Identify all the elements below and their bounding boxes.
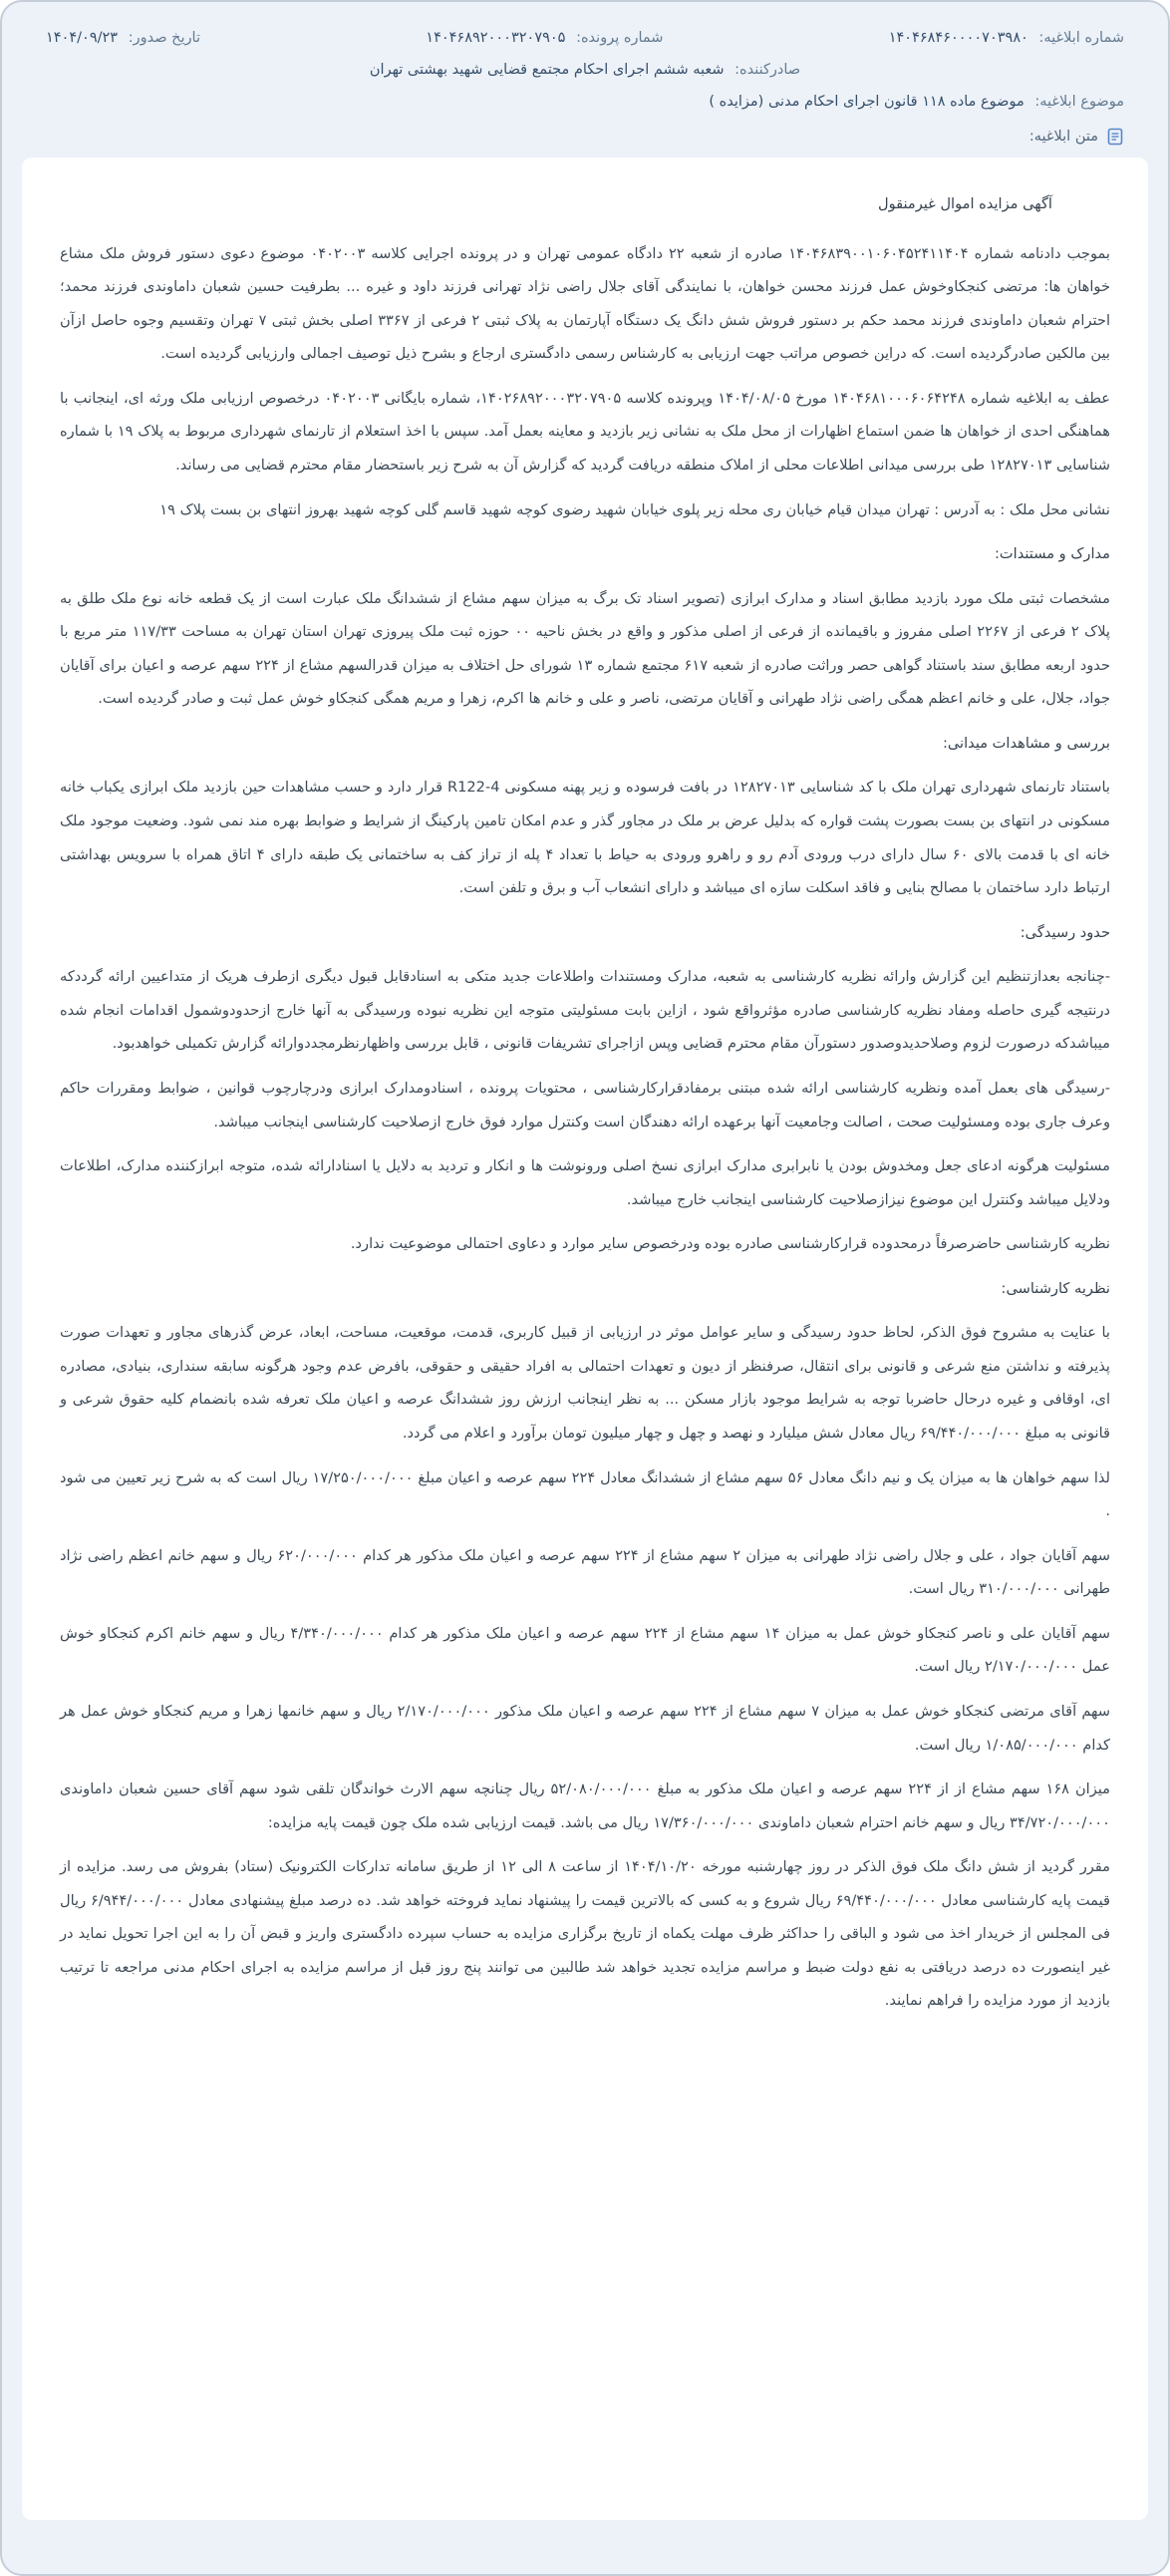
notice-paragraph-address: نشانی محل ملک : به آدرس : تهران میدان قیام خیابان ری محله زیر پلوی خیابان شهید رضوی کوچه شهید قاسم گلی کوچه شهید بهروز انتهای بن بست پلاک ۱۹: [159, 500, 1110, 518]
issuer-field: [46, 62, 1124, 78]
notice-paragraph-share-konjkav-2: سهم آقای مرتضی کنجکاو خوش عمل به میزان ۷ سهم مشاع از ۲۲۴ سهم عرصه و اعیان ملک مذکور ۲/۱۷۰/۰۰۰/۰۰۰ ریال و سهم خانمها زهرا و مریم کنجکاو خوش عمل هر کدام ۱/۰۸۵/۰۰۰/۰۰۰ ریال است.: [60, 1702, 1111, 1754]
issue-date-value: ۱۴۰۴/۰۹/۲۳: [46, 30, 119, 46]
header-meta-row: [46, 30, 1124, 46]
section-heading-field-observations: بررسی و مشاهدات میدانی:: [942, 734, 1110, 752]
subject-field: [46, 94, 1124, 110]
case-number-value: ۱۴۰۴۶۸۹۲۰۰۰۳۲۰۷۹۰۵: [426, 30, 566, 46]
notice-paragraph-valuation: با عنایت به مشروح فوق الذکر، لحاظ حدود رسیدگی و سایر عوامل موثر در ارزیابی از قبیل کاربری، قدمت، موقعیت، مساحت، ابعاد، عرض گذرهای مجاور و تعهدات صورت پذیرفته و نداشتن منع شرعی و قانونی برای انتقال، صرفنظر از دیون و تعهدات احتمالی به افراد حقیقی و حقوقی، بافرض عدم وجود هرگونه سابقه سنداری، بنیادی، مصادره ای، اوقافی و غیره درحال حاضربا توجه به شرایط موجود بازار مسکن ... به نظر اینجانب ارزش روز ششدانگ عرصه و اعیان ملک تعرفه شده بانضمام کلیه حقوق شرعی و قانونی به مبلغ ۶۹/۴۴۰/۰۰۰/۰۰۰ ریال معادل شش میلیارد و نهصد و چهل و چهار میلیون تومان برآورد و اعلام می گردد.: [60, 1324, 1110, 1442]
notice-text-label: متن ابلاغیه:: [1028, 129, 1098, 145]
subject-label: موضوع ابلاغیه:: [1034, 94, 1124, 110]
notice-number-label: شماره ابلاغیه:: [1038, 30, 1124, 46]
issue-date-field: [46, 30, 200, 46]
notice-paragraph-reference: عطف به ابلاغیه شماره ۱۴۰۴۶۸۱۰۰۰۶۰۶۴۲۴۸ مورخ ۱۴۰۴/۰۸/۰۵ وپرونده کلاسه ۱۴۰۲۶۸۹۲۰۰۰۳۲۰۷۹۰۵، شماره بایگانی ۰۴۰۲۰۰۳ درخصوص ارزیابی ملک ورثه ای، اینجانب با هماهنگی احدی از خواهان ها ضمن استماع اظهارات از محل ملک به نشانی زیر بازدید و معاینه بعمل آمد. سپس با اخذ استعلام از تارنمای شهرداری مربوط به پلاک ۱۹ با شماره شناسایی ۱۲۸۲۷۰۱۳ طی بررسی میدانی اطلاعات محلی از املاک منطقه دریافت گردید که گزارش آن به شرح زیر باستحضار مقام محترم قضایی می رساند.: [60, 389, 1111, 474]
notice-paragraph-defendants-share: میزان ۱۶۸ سهم مشاع از از ۲۲۴ سهم عرصه و اعیان ملک مذکور به مبلغ ۵۲/۰۸۰/۰۰۰/۰۰۰ ریال چنانچه سهم الارث خواندگان تلقی شود سهم آقای حسین شعبان داماوندی ۳۴/۷۲۰/۰۰۰/۰۰۰ ریال و سهم خانم احترام شعبان داماوندی ۱۷/۳۶۰/۰۰۰/۰۰۰ ریال می باشد. قیمت ارزیابی شده ملک چون قیمت پایه مزایده:: [60, 1780, 1110, 1831]
subject-value: موضوع ماده ۱۱۸ قانون اجرای احکام مدنی (مزایده ): [709, 94, 1024, 110]
notice-paragraph-judgment: بموجب دادنامه شماره ۱۴۰۴۶۸۳۹۰۰۱۰۶۰۴۵۲۴۱۱۴۰۴ صادره از شعبه ۲۲ دادگاه عمومی تهران و در پرونده اجرایی کلاسه ۰۴۰۲۰۰۳ موضوع دعوی دستور فروش ملک مشاع خواهان ها: مرتضی کنجکاوخوش عمل فرزند محسن خواهان، با نمایندگی آقای جلال راضی نژاد تهرانی فرزند داود و غیره ... بطرفیت حسین شعبان داماوندی فرزند محمد؛ احترام شعبان داماوندی فرزند محمد حکم بر دستور فروش شش دانگ یک دستگاه آپارتمان به پلاک ثبتی ۲ فرعی از ۳۳۶۷ اصلی بخش ثبتی ۷ تهران وتقسیم وجوه حاصل ازآن بین مالکین صادرگردیده است. که دراین خصوص مراتب جهت ارزیابی به کارشناس رسمی دادگستری ارجاع و بشرح ذیل توصیف اجمالی وارزیابی گردیده است.: [60, 244, 1110, 363]
doc-header: [2, 2, 1168, 110]
notice-paragraph-registration: مشخصات ثبتی ملک مورد بازدید مطابق اسناد و مدارک ابرازی (تصویر اسناد تک برگ به میزان سهم مشاع از ششدانگ ملک عبارت است از یک قطعه خانه نوع ملک طلق به پلاک ۲ فرعی از ۲۲۶۷ اصلی مفروز و باقیمانده از فرعی از اصلی مذکور و واقع در بخش ناحیه ۰۰ حوزه ثبت ملک پیروزی تهران استان تهران به مساحت ۱۱۷/۳۳ متر مربع با حدود اربعه مطابق سند باستناد گواهی حصر وراثت صادره از شعبه ۶۱۷ مجتمع شماره ۱۳ شورای حل اختلاف به میزان قدرالسهم مشاع از ۲۲۴ سهم عرصه و اعیان برای آقایان جواد، جلال، علی و خانم اعظم همگی راضی نژاد طهرانی و آقایان مرتضی، ناصر و علی و خانم ها اکرم، زهرا و مریم همگی کنجکاو خوش عمل ثبت و صادر گردیده است.: [60, 589, 1110, 708]
case-number-field: [426, 30, 663, 46]
notice-paragraph-scope-3: مسئولیت هرگونه ادعای جعل ومخدوش بودن یا نابرابری مدارک ابرازی نسخ اصلی ورونوشت ها و انکار و تردید به دلایل یا اسنادارائه شده، متوجه ابرازکننده مدارک، اطلاعات ودلایل میباشد وکنترل این موضوع نیزازصلاحیت کارشناسی اینجانب خارج میباشد.: [60, 1157, 1110, 1208]
notice-paragraph-scope-4: نظریه کارشناسی حاضرصرفاً درمحدوده قرارکارشناسی صادره بوده ودرخصوص سایر موارد و دعاوی احتمالی موضوعیت ندارد.: [350, 1235, 1110, 1253]
notice-paragraph-plaintiffs-share: لذا سهم خواهان ها به میزان یک و نیم دانگ معادل ۵۶ سهم مشاع از ششدانگ معادل ۲۲۴ سهم عرصه و اعیان مبلغ ۱۷/۲۵۰/۰۰۰/۰۰۰ ریال است که به شرح زیر تعیین می شود .: [60, 1468, 1110, 1520]
notice-paragraph-observations: باستناد تارنمای شهرداری تهران ملک با کد شناسایی ۱۲۸۲۷۰۱۳ در بافت فرسوده و زیر پهنه مسکونی R122-4 قرار دارد و حسب مشاهدات حین بازدید ملک ابرازی یکباب خانه مسکونی در انتهای بن بست بصورت پشت قواره که بدلیل عرض بر ملک در مجاور گذر و عدم امکان تامین پارکینگ از شرایط و ضوابط بهره مند نمی شود. وضعیت موجود ملک خانه ای با قدمت بالای ۶۰ سال دارای درب ورودی آدم رو و راهرو ورودی به حیاط با تعداد ۴ پله از تراز کف به ساختمانی یک طبقه دارای ۴ اتاق همراه با سرویس بهداشتی ارتباط دارد ساختمان با مصالح بنایی و فاقد اسکلت سازه ای میباشد و دارای انشعاب آب و برق و تلفن است.: [60, 779, 1110, 897]
notice-number-value: ۱۴۰۴۶۸۴۶۰۰۰۰۷۰۳۹۸۰: [888, 30, 1028, 46]
notice-text-label-row: [2, 128, 1168, 146]
document-icon: [1106, 128, 1124, 146]
auction-notice-title: آگهی مزایده اموال غیرمنقول: [877, 195, 1052, 212]
issuer-label: صادرکننده:: [734, 62, 801, 78]
notice-paragraph-share-razinejad: سهم آقایان جواد ، علی و جلال راضی نژاد طهرانی به میزان ۲ سهم مشاع از ۲۲۴ سهم عرصه و اعیان ملک مذکور هر کدام ۶۲۰/۰۰۰/۰۰۰ ریال و سهم خانم اعظم راضی نژاد طهرانی ۳۱۰/۰۰۰/۰۰۰ ریال است.: [60, 1546, 1110, 1598]
notice-paragraph-scope-1: -چنانجه بعدازتنظیم این گزارش وارائه نظریه کارشناسی به شعبه، مدارک ومستندات واطلاعات جدید متکی به اسنادقابل قبول دیگری ازطرف هریک از متداعیین ارائه گرددکه درنتیجه گیری حاصله ومفاد نظریه کارشناسی صادره مؤثرواقع شود ، ازاین بابت مسئولیتی متوجه این نظریه نبوده ورسیدگی به آنها خارج ازحدودوشمول اقدامات انجام شده میباشدکه درصورت لزوم وصلاحدیدوصدور دستورآن مقام محترم قضایی وپس ازاجرای تشریفات قانونی ، قابل بررسی واظهارنظرمجددوارائه گزارش تکمیلی خواهدبود.: [60, 968, 1110, 1053]
case-number-label: شماره پرونده:: [576, 30, 664, 46]
notice-paragraph-auction-terms: مقرر گردید از شش دانگ ملک فوق الذکر در روز چهارشنبه مورخه ۱۴۰۴/۱۰/۲۰ از ساعت ۸ الی ۱۲ از طریق سامانه تدارکات الکترونیک (ستاد) بفروش می رسد. مزایده از قیمت پایه کارشناسی معادل ۶۹/۴۴۰/۰۰۰/۰۰۰ ریال شروع و به کسی که بالاترین قیمت را پیشنهاد نماید فروخته خواهد شد. ده درصد مبلغ پیشنهادی معادل ۶/۹۴۴/۰۰۰/۰۰۰ ریال فی المجلس از خریدار اخذ می شود و الباقی را حداکثر ظرف مهلت یکماه از تاریخ برگزاری مزایده به حساب سپرده دادگستری واریز و قبض آن را به این اجرا تحویل نماید در غیر اینصورت ده درصد دریافتی به نفع دولت ضبط و مراسم مزایده تجدید خواهد شد طالبین می توانند پنج روز قبل از مراسم مزایده به اجرای احکام مدنی مراجعه تا ترتیب بازدید از مورد مزایده را فراهم نمایند.: [60, 1858, 1110, 2010]
section-heading-review-scope: حدود رسیدگی:: [1020, 923, 1110, 941]
notice-number-field: [889, 30, 1124, 46]
notice-paragraph-share-konjkav-1: سهم آقایان علی و ناصر کنجکاو خوش عمل به میزان ۱۴ سهم مشاع از ۲۲۴ سهم عرصه و اعیان ملک مذکور هر کدام ۴/۳۴۰/۰۰۰/۰۰۰ ریال و سهم خانم اکرم کنجکاو خوش عمل ۲/۱۷۰/۰۰۰/۰۰۰ ریال است.: [60, 1624, 1110, 1676]
issuer-value: شعبه ششم اجرای احکام مجتمع قضایی شهید بهشتی تهران: [369, 62, 725, 78]
notice-paragraph-scope-2: -رسیدگی های بعمل آمده ونظریه کارشناسی ارائه شده مبتنی برمفادقرارکارشناسی ، محتویات پرونده ، اسنادومدارک ابرازی ودرچارچوب قوانین ، ضوابط ومقررات حاکم وعرف جاری بوده ومسئولیت صحت ، اصالت وجامعیت آنها برعهده ارائه دهندگان است وکنترل موارد فوق خارج ازصلاحیت کارشناسی اینجانب میباشد.: [60, 1079, 1110, 1130]
notice-body-card: [22, 158, 1148, 2520]
section-heading-documents: مدارک و مستندات:: [995, 545, 1110, 563]
issue-date-label: تاریخ صدور:: [128, 30, 200, 46]
section-heading-expert-opinion: نظریه کارشناسی:: [1001, 1279, 1110, 1297]
